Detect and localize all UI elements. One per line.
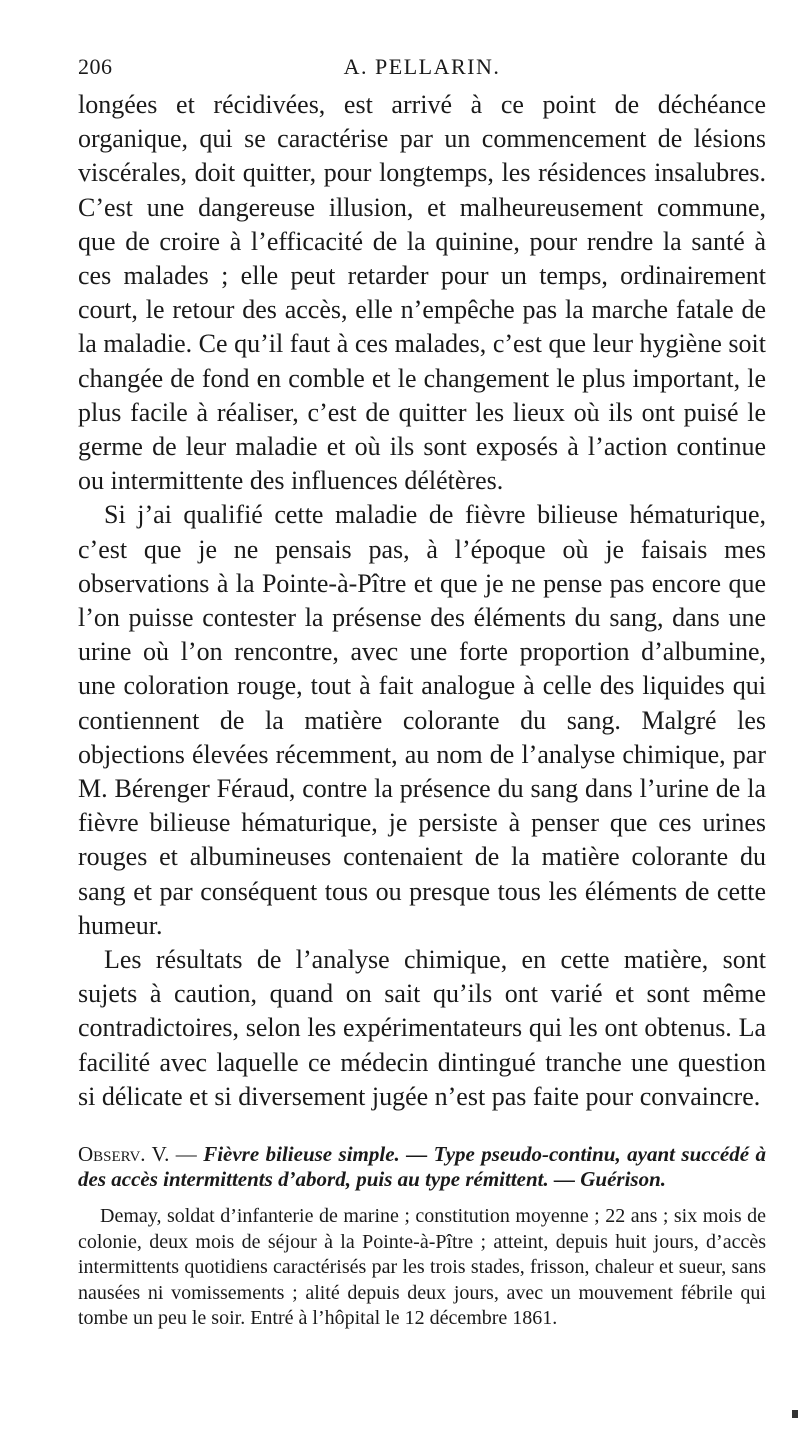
- page-number: 206: [78, 54, 113, 79]
- observation-label: Observ. V.: [78, 1142, 170, 1167]
- observation-title: Fièvre bilieuse simple. — Type pseudo-continu, ayant succédé à des accès intermittents d’abord, puis au type rémittent. — Guérison.: [78, 1142, 767, 1192]
- observation-heading: [78, 1142, 766, 1192]
- paragraph-hematuric-fever: Si j’ai qualifié cette maladie de fièvre bilieuse hématurique, c’est que je ne pensais pas, à l’époque où je faisais mes observations à la Pointe-à-Pître et que je ne pense pas encore que l’on puisse contester la présense des éléments du sang, dans une urine où l’on rencontre, avec une forte proportion d’albumine, une coloration rouge, tout à fait analogue à celle des liquides qui contiennent de la matière colorante du sang. Malgré les objections élevées récemment, au nom de l’analyse chimique, par M. Bérenger Féraud, contre la présence du sang dans l’urine de la fièvre bilieuse hématurique, je persiste à penser que ces urines rouges et albumineuses contenaient de la matière colorante du sang et par conséquent tous ou presque tous les éléments de cette humeur.: [78, 500, 766, 940]
- paragraph-continued: longées et récidivées, est arrivé à ce point de déchéance organique, qui se caractérise par un commencement de lésions viscérales, doit quitter, pour longtemps, les résidences insalubres. C’est une dangereuse illusion, et malheureusement commune, que de croire à l’efficacité de la quinine, pour rendre la santé à ces malades ; elle peut retarder pour un temps, ordinairement court, le retour des accès, elle n’empêche pas la marche fatale de la maladie. Ce qu’il faut à ces malades, c’est que leur hygiène soit changée de fond en comble et le changement le plus important, le plus facile à réaliser, c’est de quitter les lieux où ils ont puisé le germe de leur maladie et où ils sont exposés à l’action continue ou intermittente des influences délétères.: [78, 90, 766, 496]
- body-text: [78, 88, 766, 1114]
- book-page: [78, 48, 766, 1332]
- paragraph-chemical-analysis: Les résultats de l’analyse chimique, en cette matière, sont sujets à caution, quand on sait qu’ils ont varié et sont même contradictoires, selon les expérimentateurs qui les ont obtenus. La facilité avec laquelle ce médecin dintingué tranche une question si délicate et si diversement jugée n’est pas faite pour convaincre.: [78, 945, 766, 1111]
- running-head: [78, 48, 766, 88]
- observation-text: Demay, soldat d’infanterie de marine ; constitution moyenne ; 22 ans ; six mois de colonie, deux mois de séjour à la Pointe-à-Pître ; atteint, depuis huit jours, d’accès intermittents quotidiens caractérisés par les trois stades, frisson, chaleur et sueur, sans nausées ni vomissements ; alité depuis deux jours, avec un mouvement fébrile qui tombe un peu le soir. Entré à l’hôpital le 12 décembre 1861.: [78, 1205, 766, 1330]
- running-head-author: A. PELLARIN.: [343, 54, 501, 79]
- observation-dash: —: [169, 1142, 204, 1167]
- page-edge-mark: [792, 1410, 798, 1418]
- observation-block: [78, 1142, 766, 1332]
